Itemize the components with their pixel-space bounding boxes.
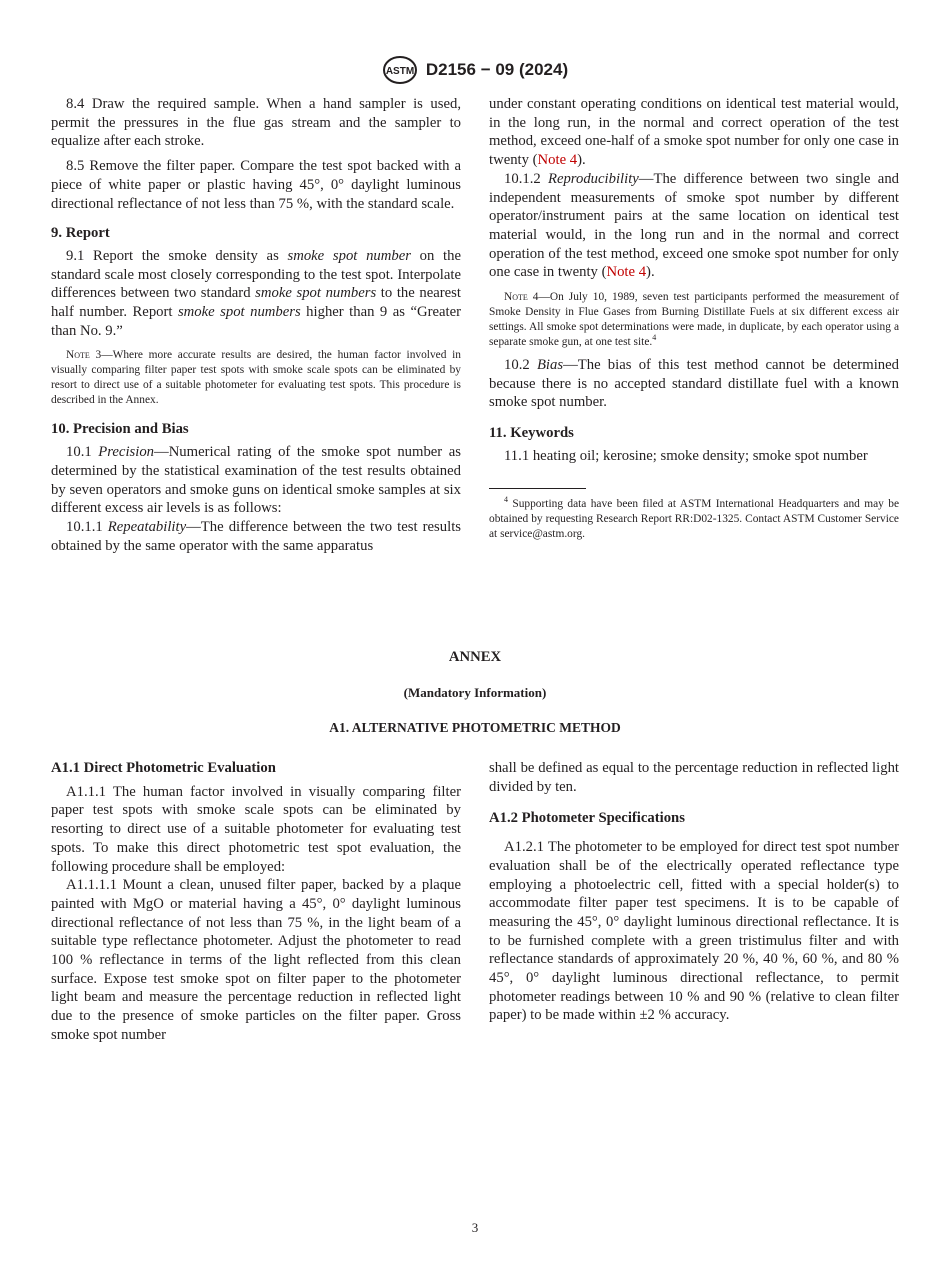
footnote-divider xyxy=(489,488,586,489)
left-column-bottom xyxy=(51,759,461,1045)
note-4: Note 4—On July 10, 1989, seven test participants performed the measurement of Smoke Density in Flue Gases from Burning Distillate Fuels at six different excess air settings. All smoke spot determinations were made, in duplicate, by each operator using a separate smoke gun, at one test site.$^4$ xyxy=(489,291,899,349)
annex-subtitle: (Mandatory Information) xyxy=(403,685,547,700)
annex-title: ANNEX xyxy=(448,649,502,665)
section-9-title: 9. Report xyxy=(51,225,110,242)
paragraph-9-1: 9.1 Report the smoke density as smoke spot number on the standard scale most closely corresponding to the test spot. Interpolate differences between two standard smoke spot numbers to the nearest half number. Report smoke spot numbers higher than 9 as “Greater than No. 9.” xyxy=(51,247,462,339)
svg-text:ASTM: ASTM xyxy=(385,66,415,77)
right-column-top xyxy=(489,95,899,542)
annex-heading: A1. ALTERNATIVE PHOTOMETRIC METHOD xyxy=(329,720,621,735)
paragraph-8-5: 8.5 Remove the filter paper. Compare the test spot backed with a piece of white paper or plastic having 45°, 0° daylight luminous directional reflectance of not less than 75 %, with the standard scale. xyxy=(51,158,461,212)
paragraph-10-2: 10.2 Bias—The bias of this test method cannot be determined because there is no accepted standard distillate fuel with a known smoke spot number. xyxy=(489,357,900,411)
paragraph-10-1-1: 10.1.1 Repeatability—The difference between the two test results obtained by the same operator with the same apparatus xyxy=(51,518,461,554)
paragraph-a1-2-1: A1.2.1 The photometer to be employed for direct test spot number evaluation shall be of the electrically operated reflectance type employing a photoelectric cell, fitted with a special holder(s) to accommodate filter paper test specimens. It is to be capable of measuring the 45°, 0° daylight luminous directional reflectance. It is to be furnished complete with a green tristimulus filter and with reflectance standards of approximately 20 %, 40 %, 60 %, and 80 % 45°, 0° daylight luminous directional reflectance, to permit photometer readings between 10 % and 90 % (relative to clean filter paper) to be made within ±2 % accuracy. xyxy=(489,839,899,1024)
section-a1-1-title: A1.1 Direct Photometric Evaluation xyxy=(51,760,276,776)
paragraph-10-1-1-continued: under constant operating conditions on identical test material would, in the long run, in the normal and correct operation of the test method, exceed one-half of a smoke spot number for only one case in twenty (Note 4). xyxy=(489,96,899,169)
paragraph-8-4: 8.4 Draw the required sample. When a hand sampler is used, permit the pressures in the flue gas stream and the sampler to equalize after each stroke. xyxy=(51,96,461,150)
footnote-4: $^4$ Supporting data have been filed at ASTM International Headquarters and may be obtained by requesting Research Report RR:D02-1325. Contact ASTM Customer Service at service@astm.org. xyxy=(489,494,899,540)
astm-logo-icon xyxy=(382,55,418,85)
paragraph-10-1: 10.1 Precision—Numerical rating of the smoke spot number as determined by the statistical examination of the test results obtained by seven operators and smoke guns on identical smoke samples at six different excess air levels is as follows: xyxy=(51,444,461,517)
paragraph-a1-1-1: A1.1.1 The human factor involved in visually comparing filter paper test spots with smoke scale spots can be eliminated by resorting to direct use of a suitable photometer for evaluating test spots. To make this direct photometric test spot evaluation, the following procedure shall be employed: xyxy=(51,783,461,875)
page-number: 3 xyxy=(471,1220,479,1235)
paragraph-10-1-2: 10.1.2 Reproducibility—The difference between two single and independent measurements of smoke spot number by different operator/instrument pairs at the same location on identical test material would, in the long run and in the normal and correct operation of the test method, exceed one smoke spot number for only one case in twenty (Note 4). xyxy=(489,170,900,281)
section-a1-2-title: A1.2 Photometer Specifications xyxy=(489,810,685,827)
standard-designation: D2156 − 09 (2024) xyxy=(425,60,569,79)
paragraph-a1-1-1-1: A1.1.1.1 Mount a clean, unused filter paper, backed by a plaque painted with MgO or material having a 45°, 0° daylight luminous directional reflectance of not less than 75 %, in the light beam of a suitable type reflectance photometer. Adjust the photometer to read 100 % reflectance in terms of the light reflected from this clean surface. Expose test smoke spot on filter paper to the photometer light beam and measure the percentage reduction in reflected light due to the presence of smoke particles on the filter paper. Gross smoke spot number xyxy=(51,877,461,1043)
note-4-link[interactable]: Note 4 xyxy=(606,264,647,281)
paragraph-11-1: 11.1 heating oil; kerosine; smoke density; smoke spot number xyxy=(504,447,868,464)
left-column-top xyxy=(51,95,461,555)
paragraph-a1-1-1-1-continued: shall be defined as equal to the percentage reduction in reflected light divided by ten. xyxy=(489,760,899,795)
note-4-link[interactable]: Note 4 xyxy=(537,152,578,169)
note-3: Note 3—Where more accurate results are desired, the human factor involved in visually comparing filter paper test spots with smoke scale spots can be eliminated by resort to direct use of a suitable photometer for evaluating test spots. This procedure is described in the Annex. xyxy=(51,349,461,407)
page-header xyxy=(0,56,950,84)
section-11-title: 11. Keywords xyxy=(489,425,574,442)
right-column-bottom xyxy=(489,759,899,1025)
section-10-title: 10. Precision and Bias xyxy=(51,421,189,438)
